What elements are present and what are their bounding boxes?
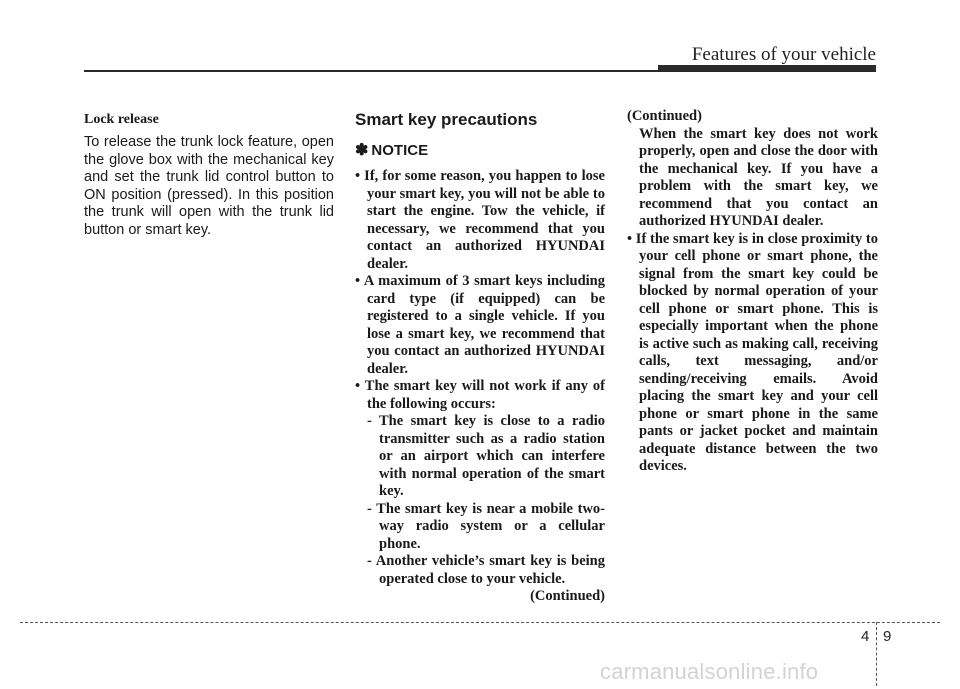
notice-body-continued: [627, 108, 878, 476]
notice-continued-paragraph: When the smart key does not work properly, open and close the door with the mechanical key. If you have a problem with the smart key, we recommend that you contact an authorized HYUNDAI dealer.: [639, 125, 878, 229]
smart-key-precautions-heading: Smart key precautions: [355, 110, 538, 129]
notice-bullet-cell-phone: • If the smart key is in close proximity to your cell phone or smart phone, the signal from the smart key could be blocked by normal operation of your cell phone or smart phone. This is especially important when the phone is active such as making call, receiving calls, text messaging, and/or sending/receiving emails. Avoid placing the smart key and your cell phone or smart phone in the same pants or jacket pocket and maintain adequate distance between the two devices.: [627, 230, 878, 474]
notice-asterisk-icon: ✽: [355, 142, 369, 159]
notice-bullet-not-work: • The smart key will not work if any of the following occurs:: [355, 378, 605, 412]
continued-label: (Continued): [627, 108, 702, 124]
page-header-title: Features of your vehicle: [691, 44, 876, 65]
notice-dash-mobile-radio: - The smart key is near a mobile two-way radio system or a cellular phone.: [367, 500, 605, 552]
watermark: carmanualsonline.info: [600, 659, 819, 684]
column-left: [84, 108, 334, 239]
notice-label: NOTICE: [371, 141, 429, 159]
notice-bullet-max-keys: • A maximum of 3 smart keys including card type (if equipped) can be registered to a single vehicle. If you lose a smart key, we recommend that you contact an authorized HYUNDAI dealer.: [355, 273, 605, 377]
page-number-value: 9: [883, 628, 892, 645]
continued-label: (Continued): [530, 588, 605, 604]
page-number-separator: [876, 622, 877, 686]
header-rule-accent: [658, 65, 876, 72]
lock-release-subheading: Lock release: [84, 112, 159, 127]
notice-dash-other-key: - Another vehicle’s smart key is being operated close to your vehicle.: [367, 553, 605, 587]
notice-dash-radio-transmitter: - The smart key is close to a radio transmitter such as a radio station or an airport which can interfere with normal operation of the smart key.: [367, 413, 605, 499]
section-number: 4: [861, 628, 870, 645]
lock-release-paragraph: To release the trunk lock feature, open the glove box with the mechanical key and set the trunk lid control button to ON position (pressed). In this position the trunk will open with the trunk lid button or smart key.: [84, 134, 334, 238]
notice-body: [355, 168, 605, 606]
notice-bullet-lost-key: • If, for some reason, you happen to lose your smart key, you will not be able to start the engine. Tow the vehicle, if necessary, we recommend that you contact an authorized HYUNDAI dealer.: [355, 168, 605, 272]
notice-heading: [355, 140, 605, 160]
page-number: [855, 625, 905, 655]
header-rule: [84, 70, 676, 72]
column-right: [627, 108, 878, 476]
column-middle: [355, 108, 605, 606]
footer-rule: [20, 622, 940, 623]
